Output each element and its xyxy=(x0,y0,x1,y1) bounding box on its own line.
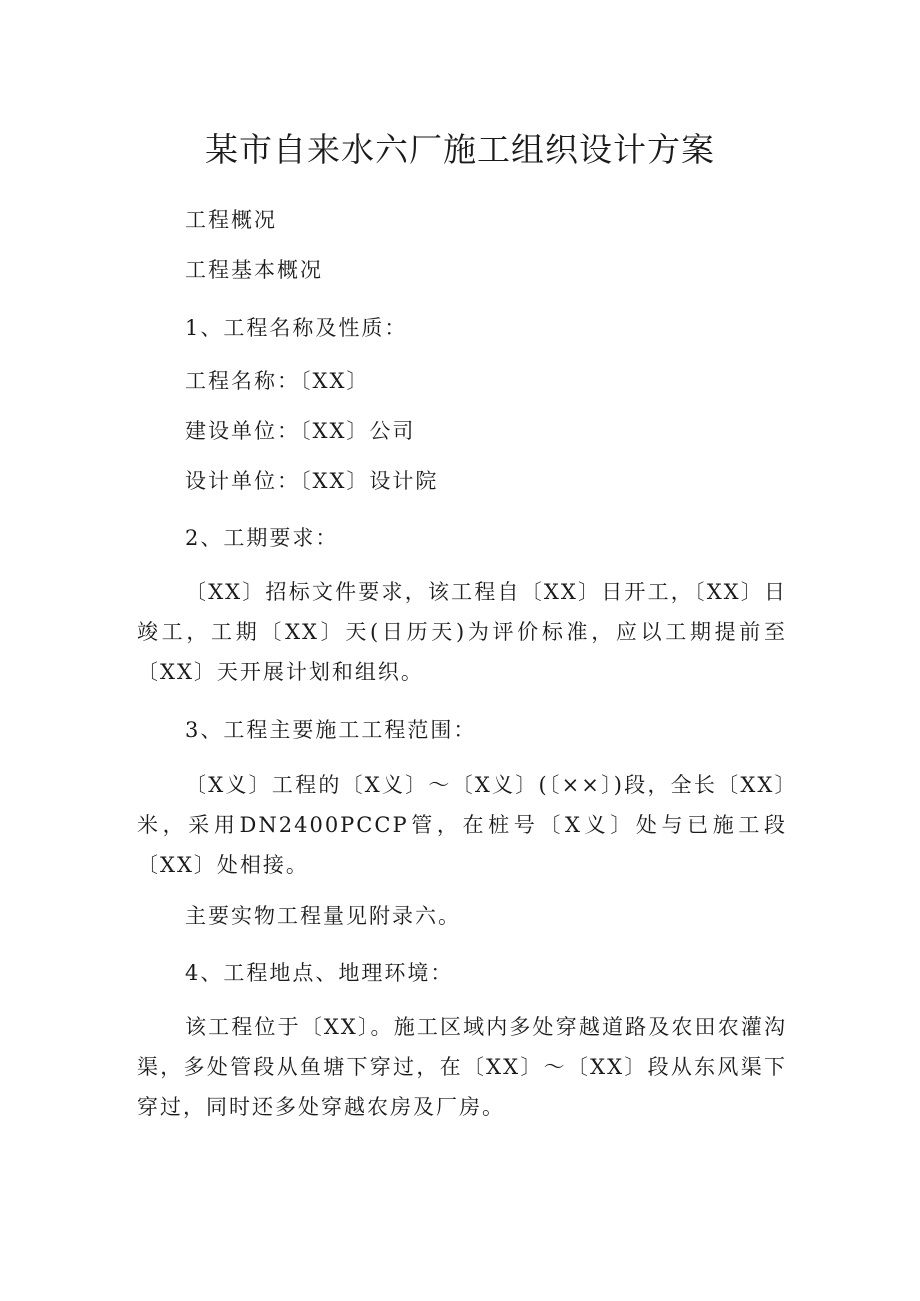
appendix-note: 主要实物工程量见附录六。 xyxy=(185,904,461,928)
section-3-body: 〔X义〕工程的〔X义〕～〔X义〕(〔××〕)段，全长〔XX〕米，采用DN2400PCCP管，在桩号〔X义〕处与已施工段〔XX〕处相接。 xyxy=(137,773,787,877)
heading-basic-overview: 工程基本概况 xyxy=(185,258,323,282)
heading-overview: 工程概况 xyxy=(185,208,277,232)
document-title: 某市自来水六厂施工组织设计方案 xyxy=(205,130,715,169)
section-2-heading: 2、工期要求： xyxy=(185,526,339,550)
builder-line: 建设单位：〔XX〕公司 xyxy=(185,419,416,443)
section-1-heading: 1、工程名称及性质： xyxy=(185,316,408,340)
section-4-heading: 4、工程地点、地理环境： xyxy=(185,961,454,985)
designer-line: 设计单位：〔XX〕设计院 xyxy=(185,469,439,493)
section-2-body: 〔XX〕招标文件要求，该工程自〔XX〕日开工，〔XX〕日竣工，工期〔XX〕天(日历天)为评价标准，应以工期提前至〔XX〕天开展计划和组织。 xyxy=(137,580,787,684)
project-name-line: 工程名称：〔XX〕 xyxy=(185,369,370,393)
section-3-heading: 3、工程主要施工工程范围： xyxy=(185,718,477,742)
section-4-body: 该工程位于〔XX〕。施工区域内多处穿越道路及农田农灌沟渠，多处管段从鱼塘下穿过，在〔XX〕～〔XX〕段从东风渠下穿过，同时还多处穿越农房及厂房。 xyxy=(137,1015,787,1119)
